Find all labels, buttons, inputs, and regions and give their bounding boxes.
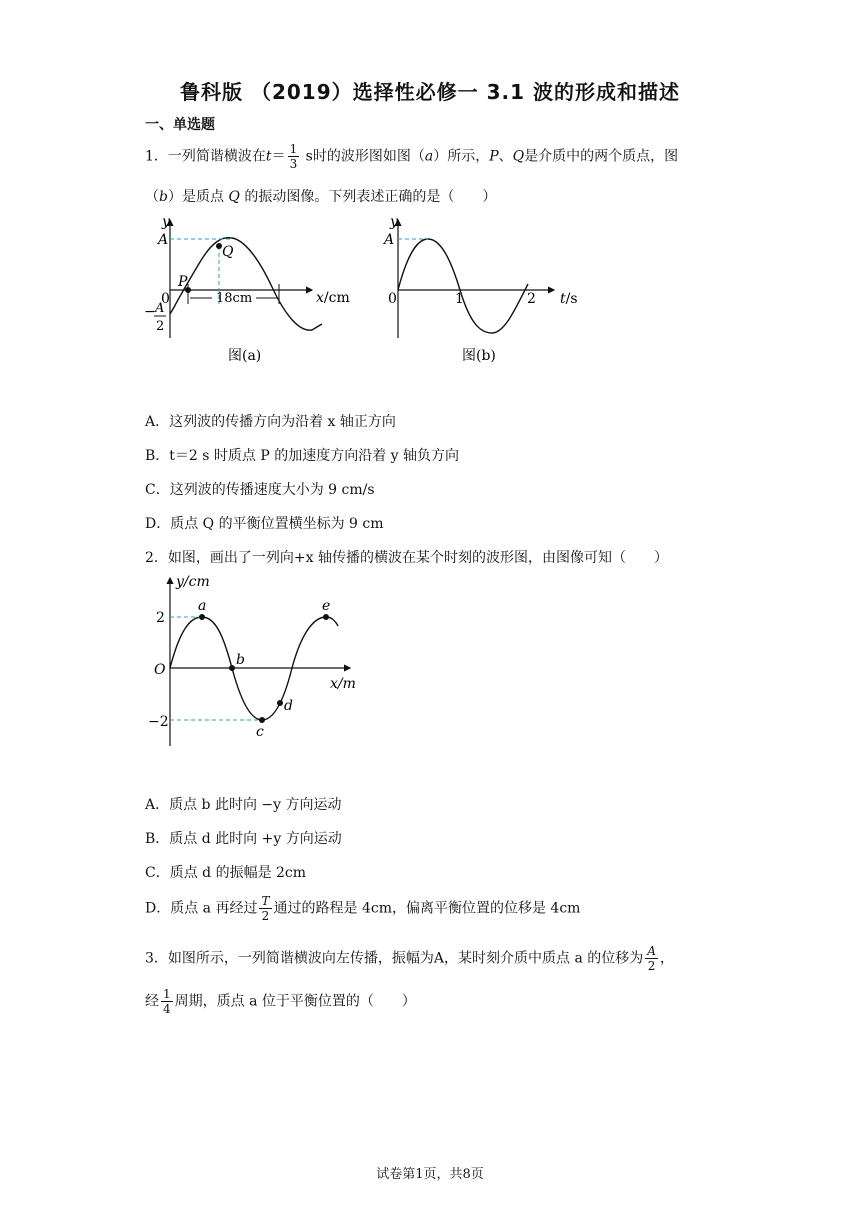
origin-label: 0 xyxy=(388,291,397,307)
wave-curve xyxy=(170,238,322,331)
q-label: Q xyxy=(222,244,234,260)
x-axis-label: x/m xyxy=(330,676,356,692)
amplitude-label: A xyxy=(158,232,169,248)
t-axis-label: t/s xyxy=(560,291,578,307)
q2-option-c: C．质点 d 的振幅是 2cm xyxy=(145,865,307,881)
q1-figure-a xyxy=(140,212,360,372)
label-a: a xyxy=(198,598,207,614)
tick-2: 2 xyxy=(527,291,536,307)
distance-label: 18cm xyxy=(216,291,253,306)
q2-figure xyxy=(140,570,370,755)
point-d xyxy=(277,700,283,706)
page-footer: 试卷第1页，共8页 xyxy=(376,1167,484,1182)
q3-stem-line2: 经 $\frac{1}{4}$ 周期，质点 a 位于平衡位置的（ ） xyxy=(145,987,416,1016)
q1-stem-line2: （b）是质点 Q 的振动图像。下列表述正确的是（ ） xyxy=(145,189,497,205)
label-c: c xyxy=(256,724,264,740)
amplitude-label: A xyxy=(384,232,395,248)
tick-1: 1 xyxy=(455,291,464,307)
neg-a-den: 2 xyxy=(156,319,165,334)
y-label: y xyxy=(162,214,170,230)
q1-stem-line1: 1．一列简谐横波在t＝ $\frac{1}{3}$ s时的波形图如图（a）所示，P、Q是介质中的两个质点，图 xyxy=(145,142,679,171)
q1-option-a: A．这列波的传播方向为沿着 x 轴正方向 xyxy=(145,414,396,430)
q1-option-c: C．这列波的传播速度大小为 9 cm/s xyxy=(145,482,375,498)
q2-stem: 2．如图，画出了一列向+x 轴传播的横波在某个时刻的波形图，由图像可知（ ） xyxy=(145,550,668,566)
q1-fraction: $\frac{1}{3}$ xyxy=(289,142,298,171)
neg-a-num: A xyxy=(155,301,165,316)
point-e xyxy=(323,614,329,620)
point-b xyxy=(229,665,235,671)
neg-sign: − xyxy=(144,304,156,320)
q1-option-b: B．t＝2 s 时质点 P 的加速度方向沿着 y 轴负方向 xyxy=(145,448,460,464)
point-a xyxy=(199,614,205,620)
p-label: P xyxy=(178,274,188,290)
page-title: 鲁科版 （2019）选择性必修一 3.1 波的形成和描述 xyxy=(180,80,680,104)
label-e: e xyxy=(322,598,331,614)
q1-option-d: D．质点 Q 的平衡位置横坐标为 9 cm xyxy=(145,516,384,532)
q2-option-b: B．质点 d 此时向 +y 方向运动 xyxy=(145,831,342,847)
tick-neg-2: −2 xyxy=(148,714,169,730)
label-d: d xyxy=(284,698,293,714)
origin-label: 0 xyxy=(161,291,170,307)
x-axis-label: x/cm xyxy=(316,290,350,306)
origin-label: O xyxy=(154,662,166,678)
y-label: y xyxy=(390,214,398,230)
q2-option-d: D．质点 a 再经过 $\frac{T}{2}$ 通过的路程是 4cm，偏离平衡位置的位移是 4cm xyxy=(145,894,581,923)
q1-figure-b xyxy=(378,212,578,372)
point-c xyxy=(259,717,265,723)
q3-stem-line1: 3．如图所示，一列简谐横波向左传播，振幅为A，某时刻介质中质点 a 的位移为 $\frac{A}{2}$ ， xyxy=(145,944,674,973)
section-heading: 一、单选题 xyxy=(145,117,215,133)
y-axis-label: y/cm xyxy=(176,574,210,590)
q2-option-a: A．质点 b 此时向 −y 方向运动 xyxy=(145,797,342,813)
tick-2: 2 xyxy=(156,610,165,626)
label-b: b xyxy=(236,652,245,668)
figure-a-caption: 图(a) xyxy=(228,348,262,364)
q1-number: 1． xyxy=(145,148,168,165)
figure-b-caption: 图(b) xyxy=(462,348,496,364)
vibration-curve xyxy=(398,239,528,333)
